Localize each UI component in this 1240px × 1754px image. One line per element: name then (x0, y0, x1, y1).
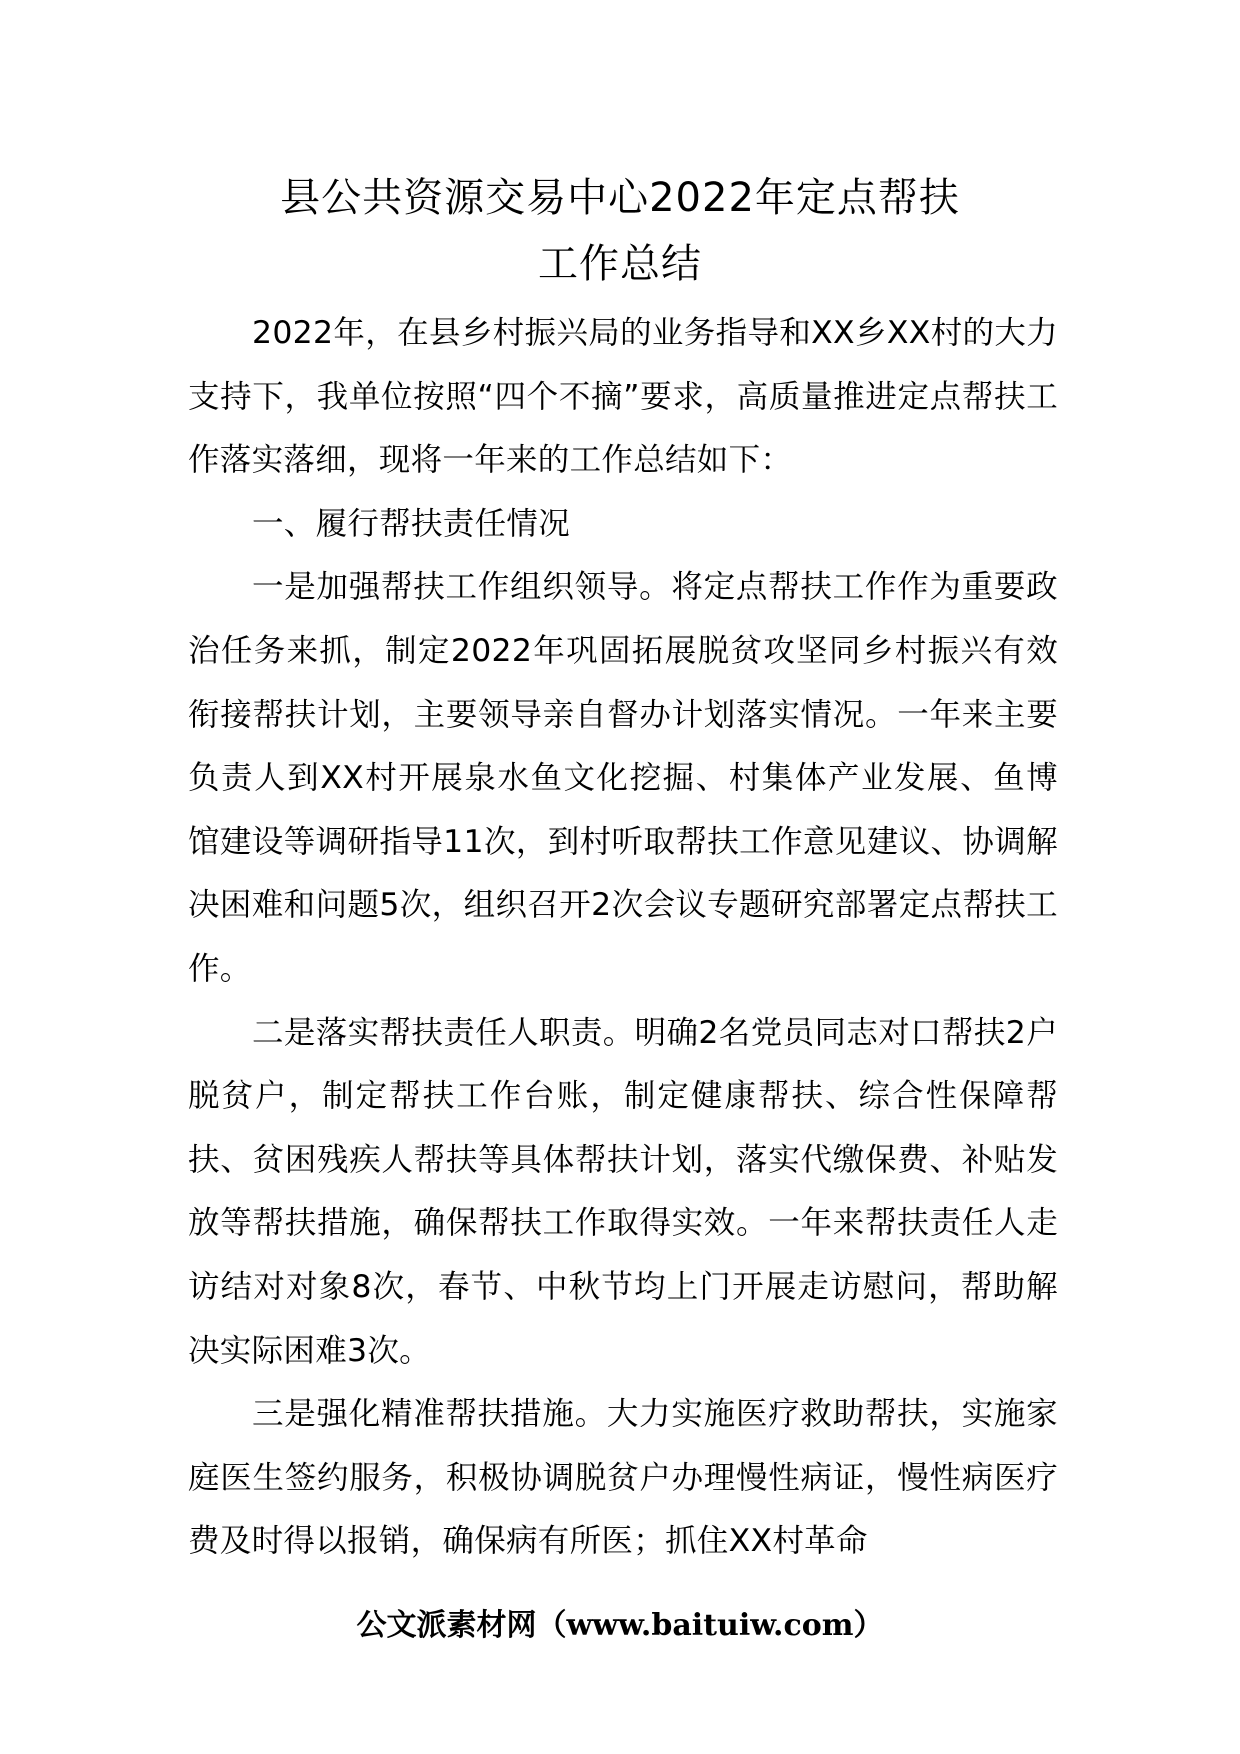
footer-watermark: 公文派素材网（www.baituiw.com） (356, 1608, 884, 1643)
paragraph-responsibility: 二是落实帮扶责任人职责。明确2名党员同志对口帮扶2户脱贫户，制定帮扶工作台账，制定健康帮扶、综合性保障帮扶、贫困残疾人帮扶等具体帮扶计划，落实代缴保费、补贴发放等帮扶措施，确保帮扶工作取得实效。一年来帮扶责任人走访结对对象8次，春节、中秋节均上门开展走访慰问，帮助解决实际困难3次。 (188, 1014, 1058, 1369)
document-title-line-1: 县公共资源交易中心2022年定点帮扶 (280, 175, 960, 221)
section-heading-1: 一、履行帮扶责任情况 (252, 505, 571, 542)
document-body (188, 302, 1058, 1574)
document-title-line-2: 工作总结 (538, 241, 702, 287)
paragraph-intro: 2022年，在县乡村振兴局的业务指导和XX乡XX村的大力支持下，我单位按照“四个不摘”要求，高质量推进定点帮扶工作落实落细，现将一年来的工作总结如下： (188, 315, 1058, 479)
paragraph-leadership: 一是加强帮扶工作组织领导。将定点帮扶工作作为重要政治任务来抓，制定2022年巩固拓展脱贫攻坚同乡村振兴有效衔接帮扶计划，主要领导亲自督办计划落实情况。一年来主要负责人到XX村开展泉水鱼文化挖掘、村集体产业发展、鱼博馆建设等调研指导11次，到村听取帮扶工作意见建议、协调解决困难和问题5次，组织召开2次会议专题研究部署定点帮扶工作。 (188, 569, 1058, 987)
paragraph-measures: 三是强化精准帮扶措施。大力实施医疗救助帮扶，实施家庭医生签约服务，积极协调脱贫户办理慢性病证，慢性病医疗费及时得以报销，确保病有所医；抓住XX村革命 (188, 1396, 1058, 1560)
